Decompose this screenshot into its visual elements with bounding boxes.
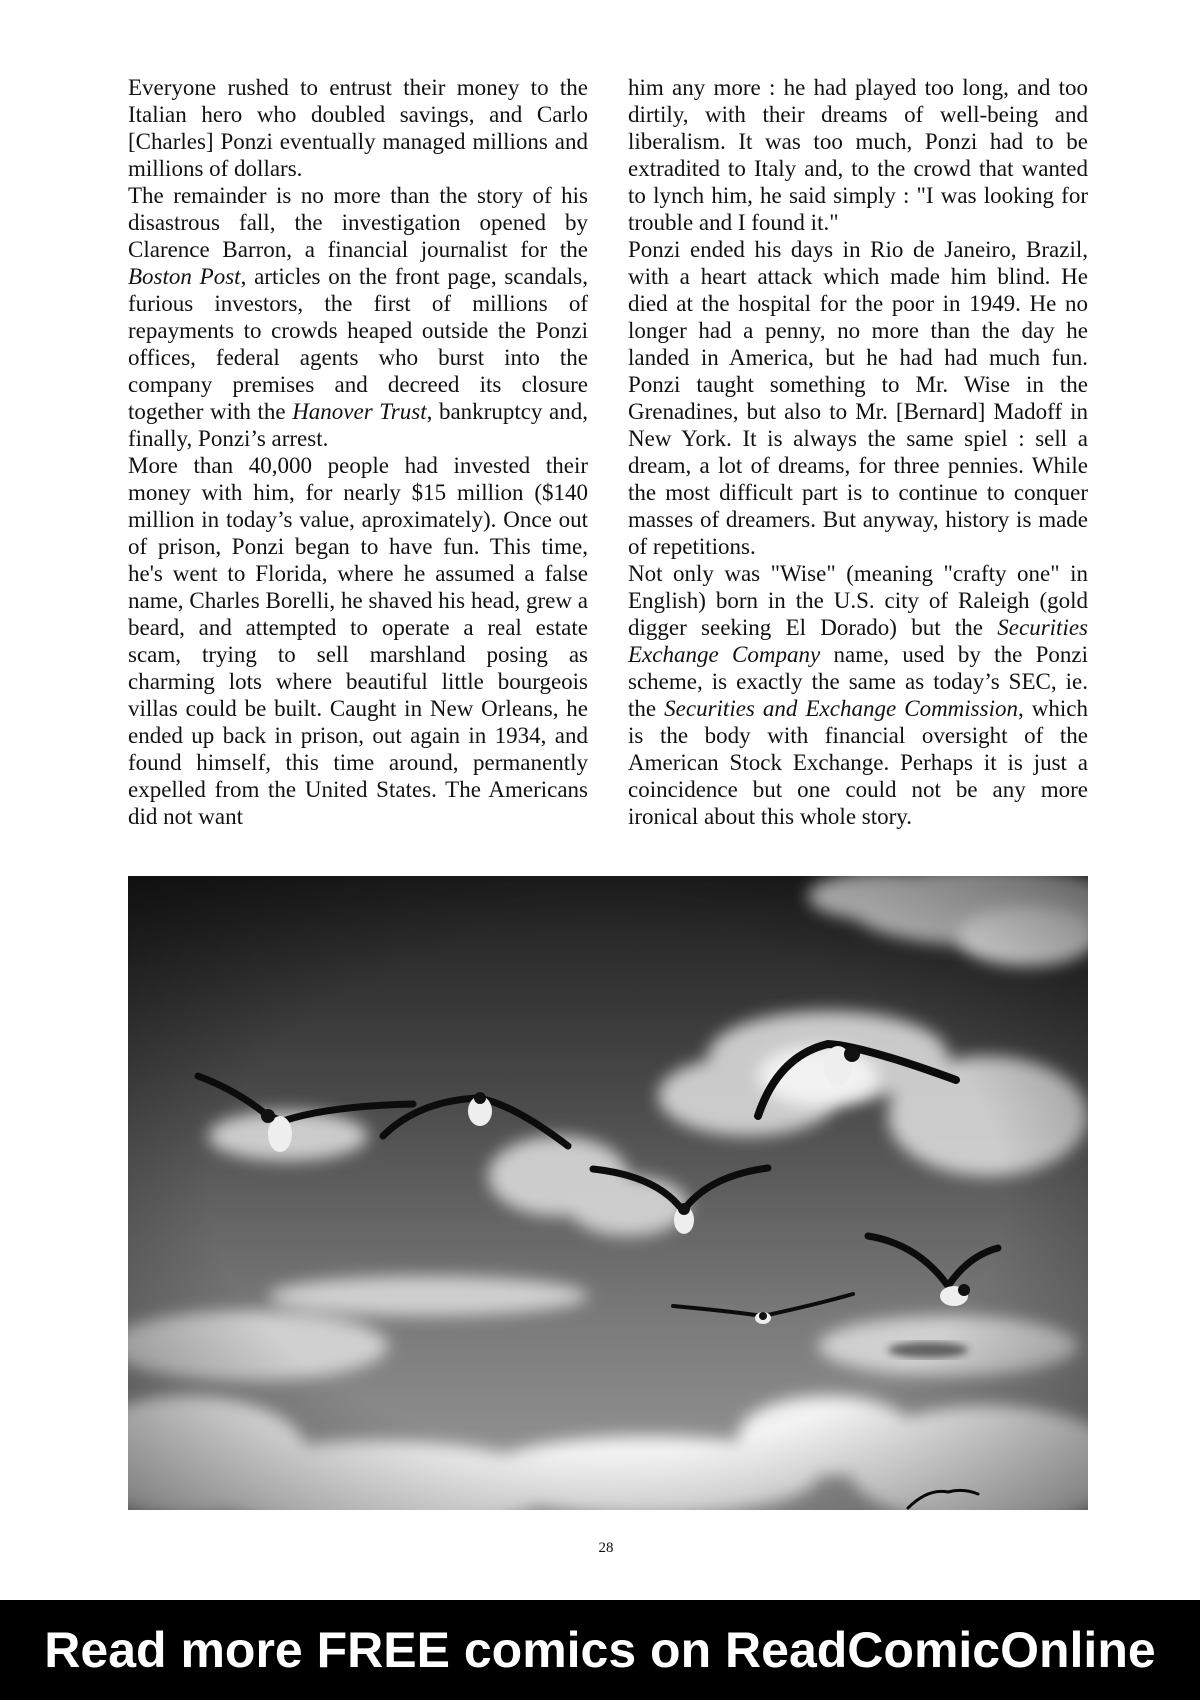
page-number: 28 [598,1540,614,1556]
paragraph [128,452,588,830]
text-segment: Not only was "Wise" (meaning "crafty one" in English) born in the U.S. city of Raleigh (gold digger seeking El Dorado) but the [628,561,1088,640]
seagulls-photo [128,876,1088,1510]
right-column [628,74,1088,836]
article-columns [128,74,1088,836]
paragraph [628,236,1088,560]
italic-text: Securities and Exchange Commission [664,696,1018,721]
text-segment: More than 40,000 people had invested their money with him, for nearly $15 million ($140 million in today’s value, aproximately). Once out of prison, Ponzi began to have fun. This time, he's went to Florida, where he assumed a false name, Charles Borelli, he shaved his head, grew a beard, and attempted to operate a real estate scam, trying to sell marshland posing as charming lots where beautiful little bourgeois villas could be built. Caught in New Orleans, he ended up back in prison, out again in 1934, and found himself, this time around, permanently expelled from the United States. The Americans did not want [128,453,588,829]
left-column [128,74,588,836]
text-segment: Everyone rushed to entrust their money to the Italian hero who doubled savings, and Carlo [Charles] Ponzi eventually managed millions and millions of dollars. [128,75,588,181]
paragraph [628,74,1088,236]
text-segment: name, used by the Ponzi scheme, is exactly the same as today’s SEC, ie. the [628,642,1088,721]
italic-text: Hanover Trust [292,399,427,424]
italic-text: Securities Exchange Company [628,615,1088,667]
text-segment: Ponzi ended his days in Rio de Janeiro, Brazil, with a heart attack which made him blind. He died at the hospital for the poor in 1949. He no longer had a penny, no more than the day he landed in America, but he had had much fun. Ponzi taught something to Mr. Wise in the Grenadines, but also to Mr. [Bernard] Madoff in New York. It is always the same spiel : sell a dream, a lot of dreams, for three pennies. While the most difficult part is to continue to conquer masses of dreamers. But anyway, history is made of repetitions. [628,237,1088,559]
text-segment: , bankruptcy and, finally, Ponzi’s arrest. [128,399,588,451]
paragraph [128,74,588,182]
italic-text: Boston Post [128,264,241,289]
text-segment: him any more : he had played too long, and too dirtily, with their dreams of well-being and liberalism. It was too much, Ponzi had to be extradited to Italy and, to the crowd that wanted to lynch him, he said simply : "I was looking for trouble and I found it." [628,75,1088,235]
paragraph [128,182,588,452]
promo-banner-text: Read more FREE comics on ReadComicOnline [44,1622,1156,1678]
paragraph [628,560,1088,830]
promo-banner[interactable] [0,1600,1200,1700]
text-segment: , which is the body with financial oversight of the American Stock Exchange. Perhaps it is just a coincidence but one could not be any more ironical about this whole story. [628,696,1088,829]
text-segment: The remainder is no more than the story of his disastrous fall, the investigation opened by Clarence Barron, a financial journalist for the [128,183,588,262]
text-segment: , articles on the front page, scandals, furious investors, the first of millions of repayments to crowds heaped outside the Ponzi offices, federal agents who burst into the company premises and decreed its closure together with the [128,264,589,424]
